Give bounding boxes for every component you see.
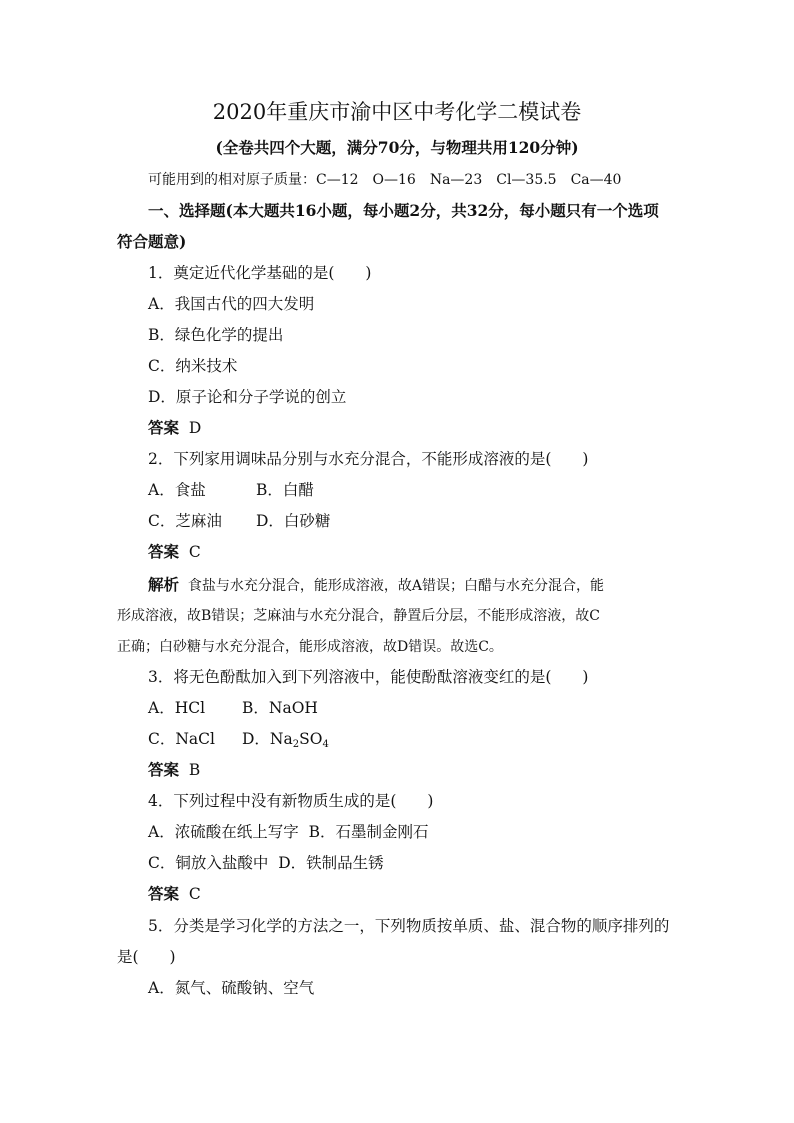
question-3-option-d: D．$Na_2SO_4$ [242, 730, 329, 750]
atomic-masses: 可能用到的相对原子质量：C—12 O—16 Na—23 Cl—35.5 Ca—40 [148, 172, 622, 188]
question-3-options-ab [148, 698, 708, 718]
section-heading: 一、选择题(本大题共16小题，每小题2分，共32分，每小题只有一个选项 [148, 201, 659, 220]
question-1-stem: 1．奠定近代化学基础的是( ) [148, 264, 372, 282]
answer-value: B [188, 761, 201, 779]
question-5-option-a: A．氮气、硫酸钠、空气 [148, 979, 315, 997]
question-2-options-cd [148, 511, 708, 531]
analysis-label: 解析 [148, 575, 180, 594]
section-heading-cont: 符合题意) [117, 232, 187, 251]
question-1-answer [148, 418, 708, 438]
question-1-option-d: D．原子论和分子学说的创立 [148, 388, 347, 406]
exam-info: (全卷共四个大题，满分70分，与物理共用120分钟) [215, 138, 579, 157]
answer-label: 答案 [148, 418, 180, 437]
question-1-option-c: C．纳米技术 [148, 357, 238, 375]
question-2-option-b: B．白醋 [256, 481, 314, 499]
question-2-answer [148, 542, 708, 562]
question-4-options-ab [148, 822, 708, 842]
question-2-option-c: C．芝麻油 [148, 512, 222, 530]
answer-label: 答案 [148, 760, 180, 779]
question-4-option-c: C．铜放入盐酸中 [148, 854, 269, 872]
question-2-stem: 2．下列家用调味品分别与水充分混合，不能形成溶液的是( ) [148, 450, 589, 468]
question-3-stem: 3．将无色酚酞加入到下列溶液中，能使酚酞溶液变红的是( ) [148, 668, 589, 686]
question-4-options-cd [148, 853, 708, 873]
question-2-option-d: D．白砂糖 [256, 512, 331, 530]
question-1-option-a: A．我国古代的四大发明 [148, 295, 315, 313]
question-4-option-b: B．石墨制金刚石 [308, 823, 429, 841]
answer-label: 答案 [148, 884, 180, 903]
question-5-stem: 5．分类是学习化学的方法之一，下列物质按单质、盐、混合物的顺序排列的 [148, 917, 670, 935]
answer-value: C [188, 543, 201, 561]
question-4-option-d: D．铁制品生锈 [278, 854, 384, 872]
question-3-answer [148, 760, 708, 780]
question-2-analysis-3: 正确；白砂糖与水充分混合，能形成溶液，故D错误。故选C。 [117, 639, 503, 655]
question-2-analysis-1 [148, 575, 676, 596]
question-3-options-cd [148, 729, 708, 755]
question-4-answer [148, 884, 708, 904]
question-3-option-a: A．HCl [148, 699, 206, 717]
page-title: 2020年重庆市渝中区中考化学二模试卷 [212, 100, 582, 124]
answer-value: C [188, 885, 201, 903]
question-1-option-b: B．绿色化学的提出 [148, 326, 284, 344]
question-4-stem: 4．下列过程中没有新物质生成的是( ) [148, 792, 434, 810]
question-2-options-ab [148, 480, 708, 500]
answer-value: D [188, 419, 202, 437]
question-3-option-b: B．NaOH [242, 699, 318, 717]
answer-label: 答案 [148, 542, 180, 561]
question-2-analysis-2: 形成溶液，故B错误；芝麻油与水充分混合，静置后分层，不能形成溶液，故C [117, 608, 600, 624]
question-4-option-a: A．浓硫酸在纸上写字 [148, 823, 299, 841]
analysis-text: 食盐与水充分混合，能形成溶液，故A错误；白醋与水充分混合，能 [187, 578, 605, 594]
question-2-option-a: A．食盐 [148, 481, 206, 499]
question-3-option-c: C．NaCl [148, 730, 215, 748]
question-5-stem-cont: 是( ) [117, 948, 176, 966]
